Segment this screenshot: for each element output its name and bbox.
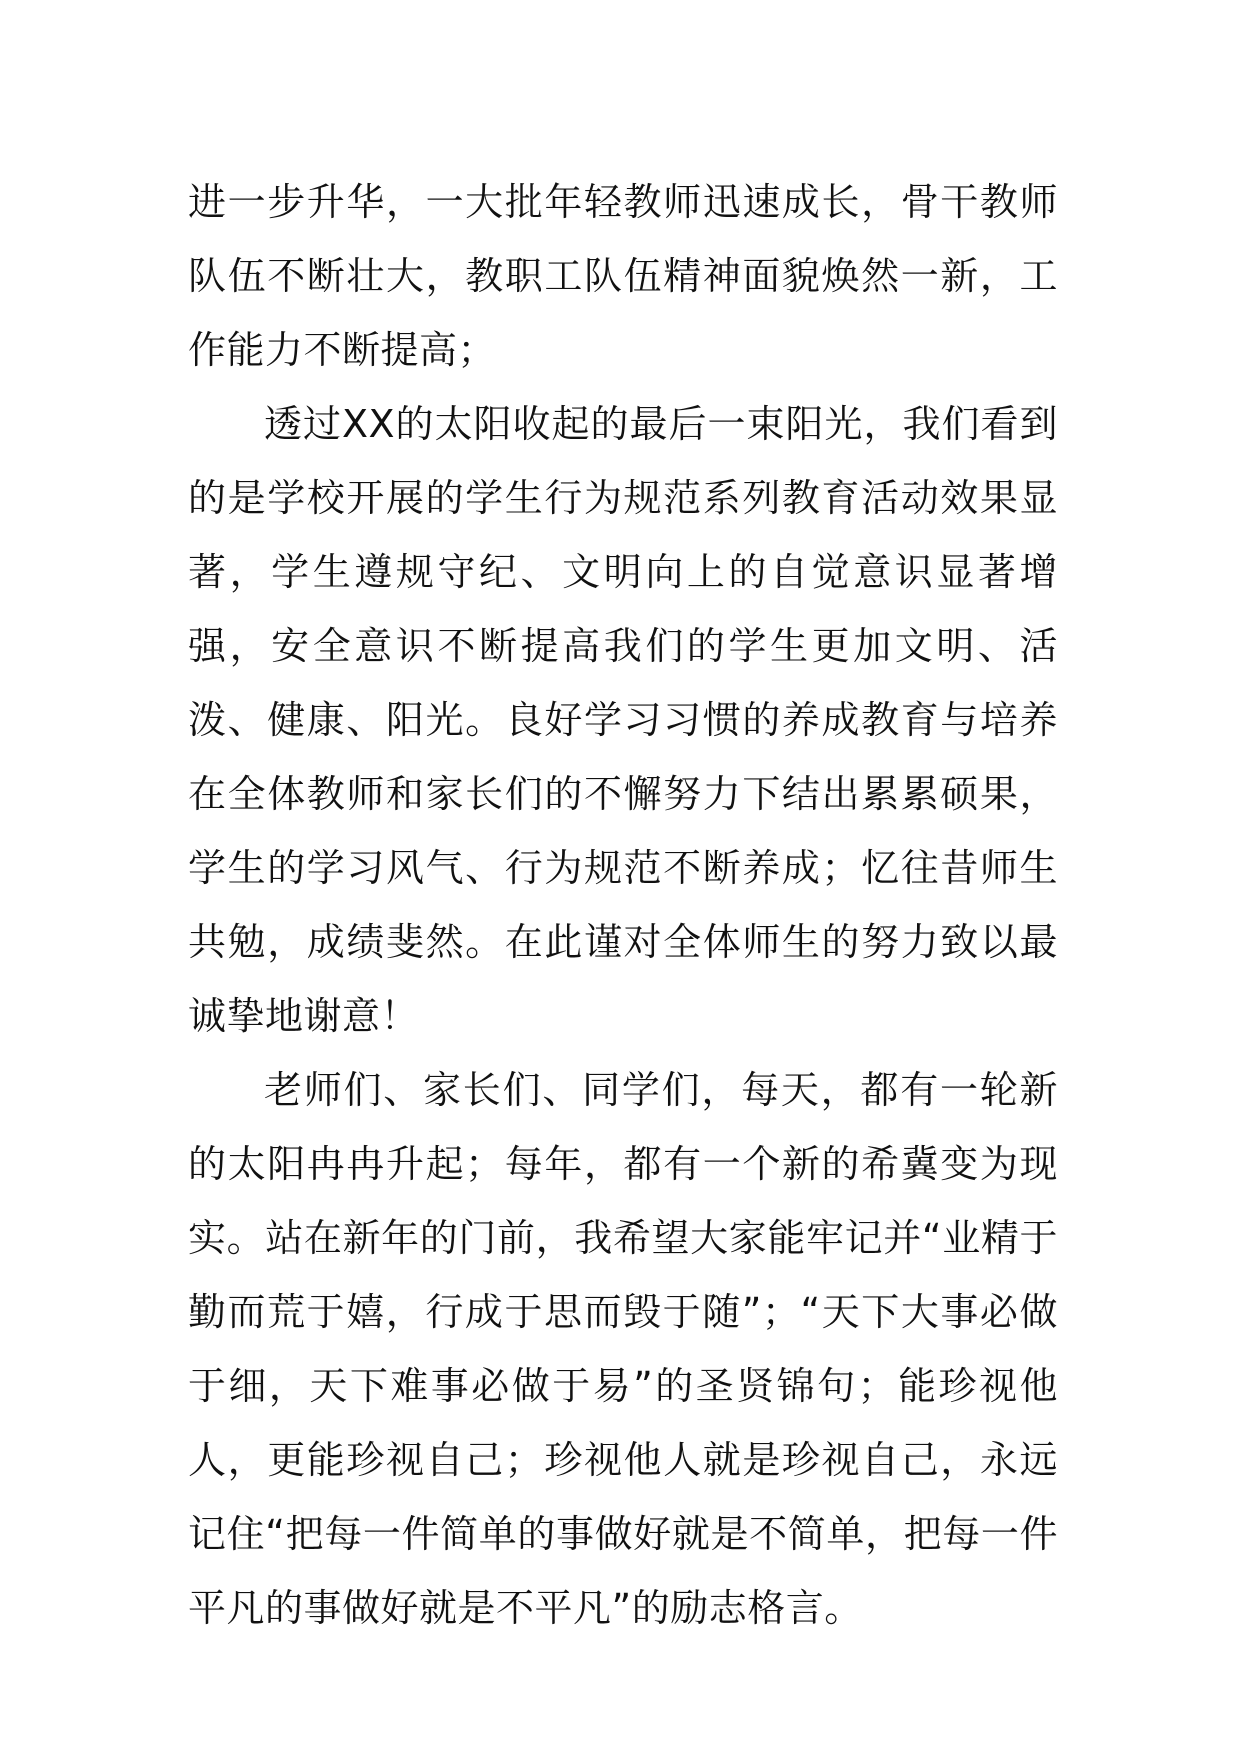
paragraph-continuation: 进一步升华，一大批年轻教师迅速成长，骨干教师队伍不断壮大，教职工队伍精神面貌焕然一新，工作能力不断提高；	[188, 180, 1058, 372]
document-body	[188, 165, 1058, 1645]
paragraph-new-year-wishes: 老师们、家长们、同学们，每天，都有一轮新的太阳冉冉升起；每年，都有一个新的希冀变为现实。站在新年的门前，我希望大家能牢记并“业精于勤而荒于嬉，行成于思而毁于随”；“天下大事必做于细，天下难事必做于易”的圣贤锦句；能珍视他人，更能珍视自己；珍视他人就是珍视自己，永远记住“把每一件简单的事做好就是不简单，把每一件平凡的事做好就是不平凡”的励志格言。	[188, 1068, 1058, 1630]
paragraph-student-conduct: 透过XX的太阳收起的最后一束阳光，我们看到的是学校开展的学生行为规范系列教育活动效果显著，学生遵规守纪、文明向上的自觉意识显著增强，安全意识不断提高我们的学生更加文明、活泼、健康、阳光。良好学习习惯的养成教育与培养在全体教师和家长们的不懈努力下结出累累硕果，学生的学习风气、行为规范不断养成；忆往昔师生共勉，成绩斐然。在此谨对全体师生的努力致以最诚挚地谢意！	[188, 402, 1058, 1038]
